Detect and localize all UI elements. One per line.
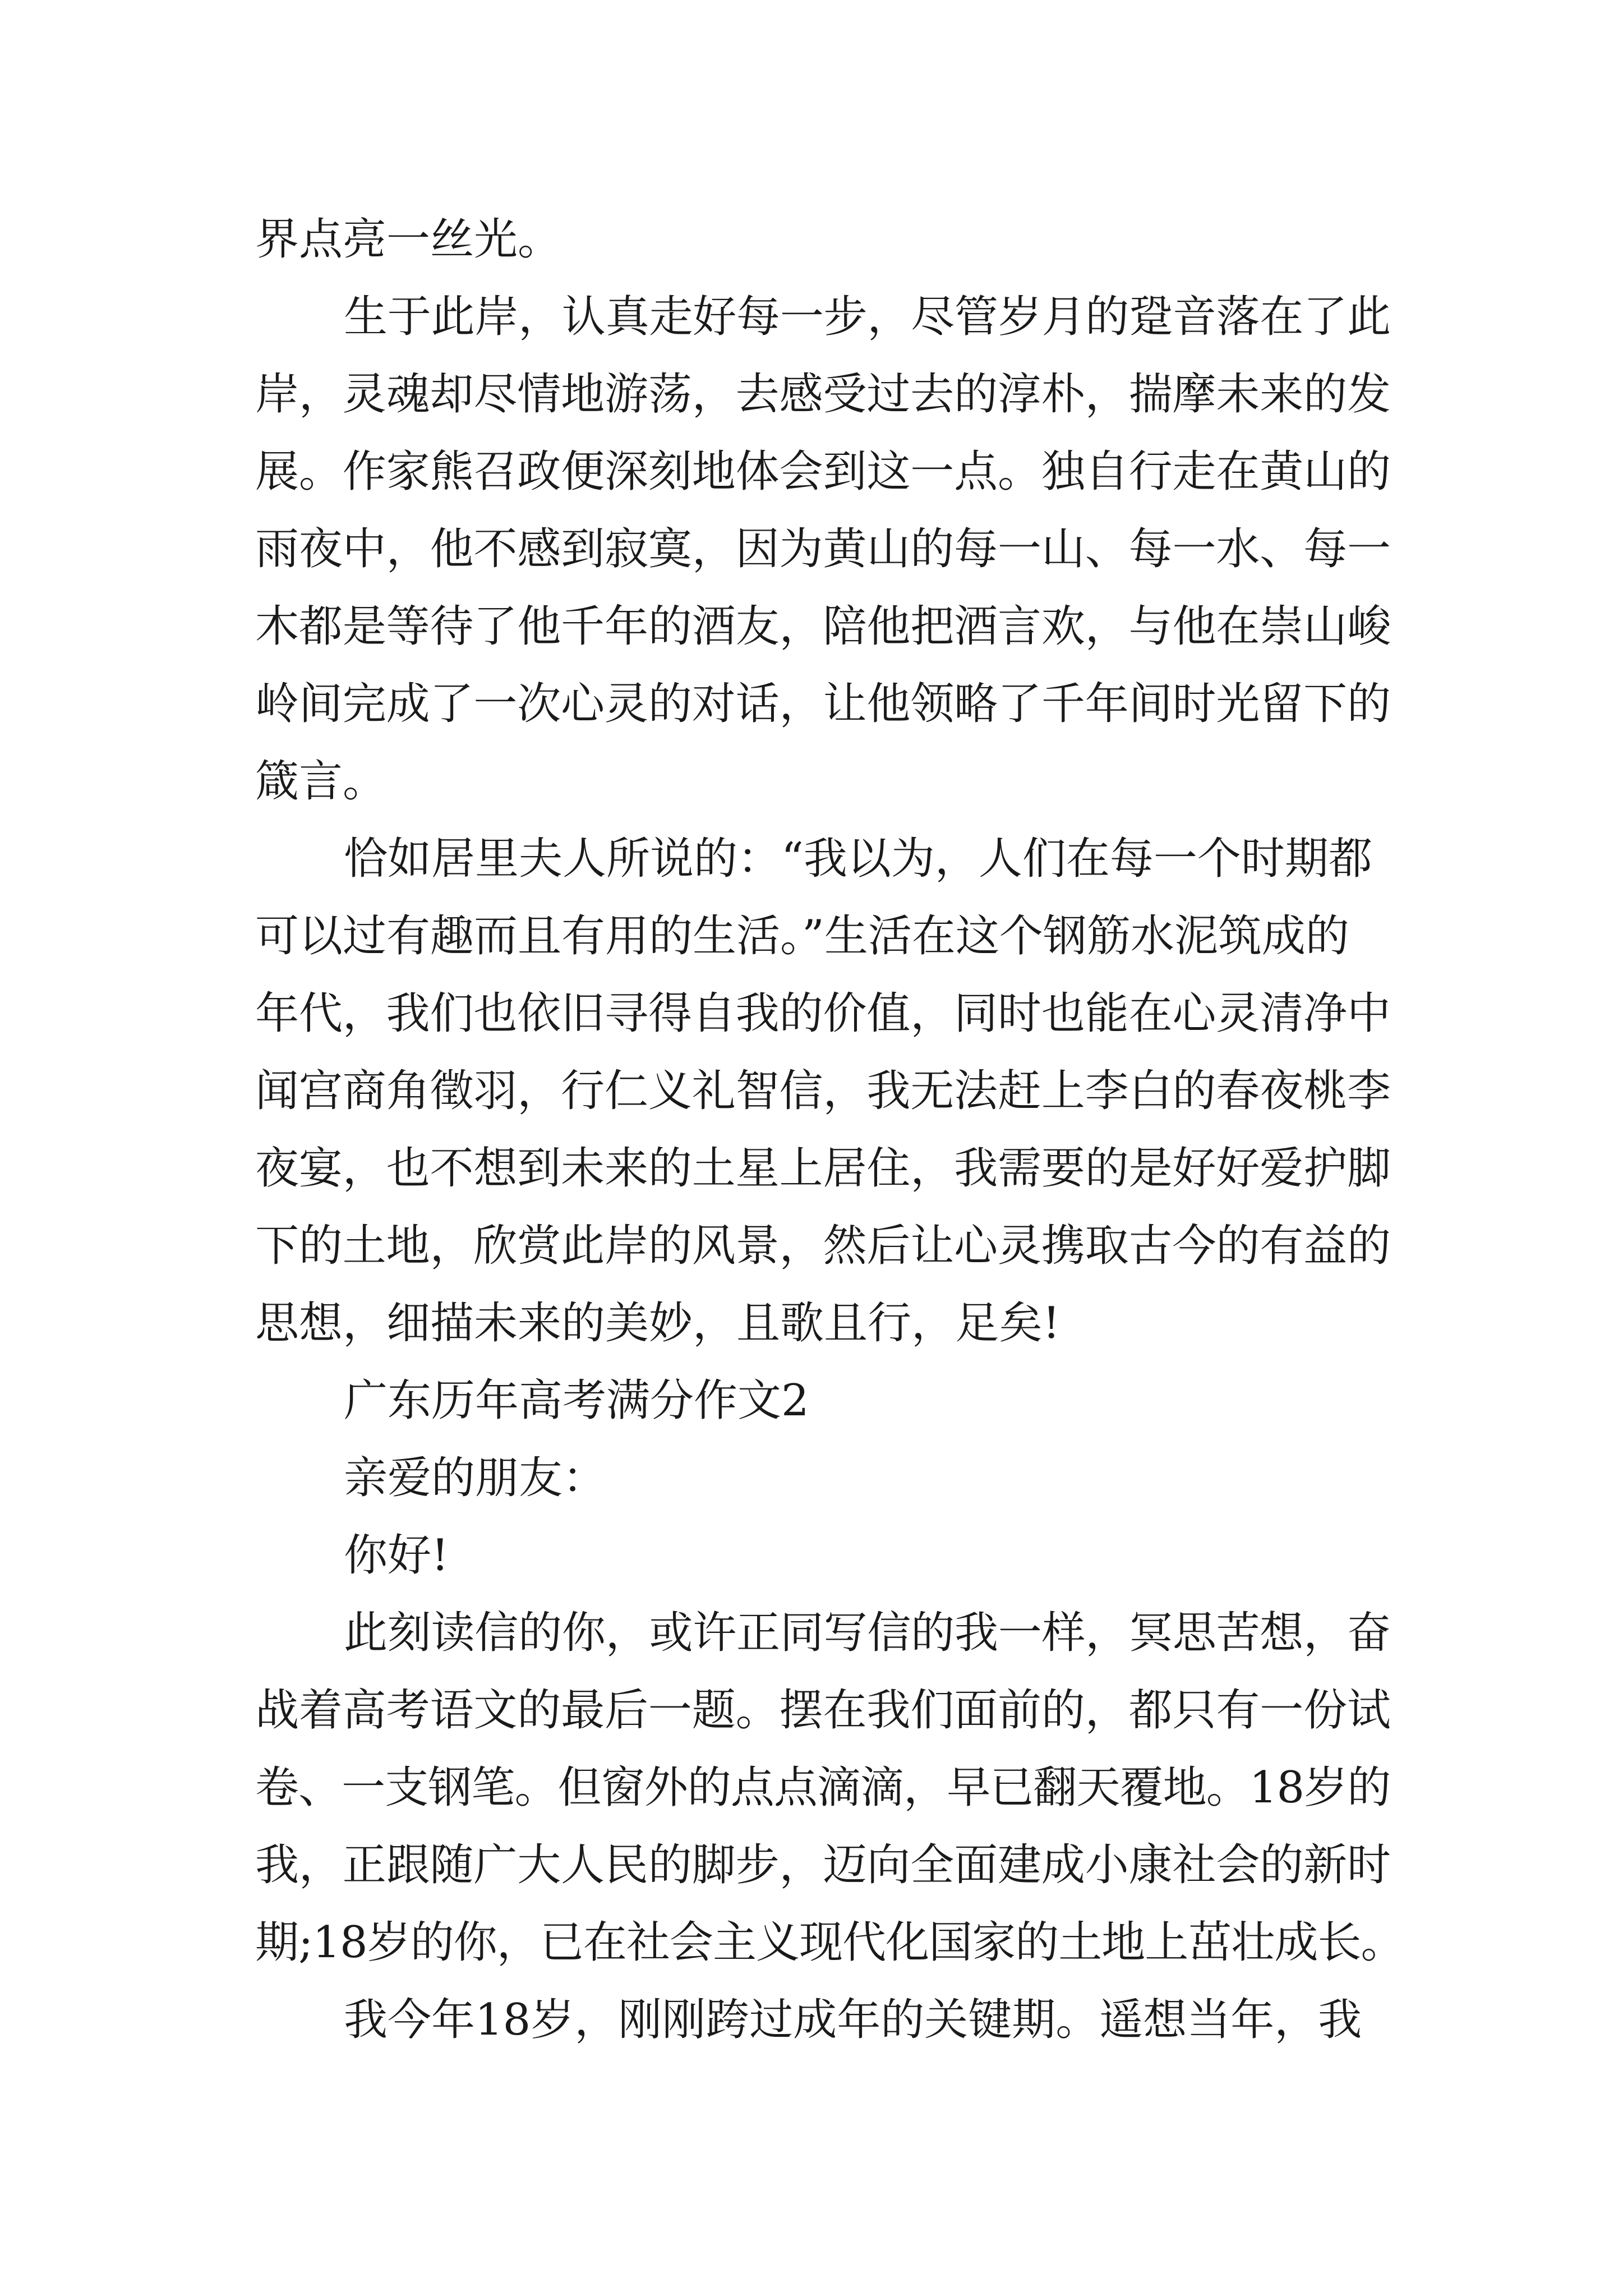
paragraph-first-line: 生于此岸，认真走好每一步，尽管岁月的跫音落在了此 bbox=[344, 292, 1391, 342]
text-line: 界点亮一丝光。 bbox=[255, 214, 562, 265]
text-line: 箴言。 bbox=[255, 756, 387, 807]
text-line: 夜宴，也不想到未来的土星上居住，我需要的是好好爱护脚 bbox=[255, 1143, 1391, 1194]
paragraph-first-line: 我今年18岁，刚刚跨过成年的关键期。遥想当年，我 bbox=[344, 1995, 1362, 2045]
text-line: 可以过有趣而且有用的生活。”生活在这个钢筋水泥筑成的 bbox=[255, 911, 1349, 961]
text-line: 卷、一支钢笔。但窗外的点点滴滴，早已翻天覆地。18岁的 bbox=[255, 1763, 1391, 1813]
text-line: 战着高考语文的最后一题。摆在我们面前的，都只有一份试 bbox=[255, 1685, 1391, 1736]
text-line: 闻宫商角徵羽，行仁义礼智信，我无法赶上李白的春夜桃李 bbox=[255, 1066, 1391, 1116]
text-line: 木都是等待了他千年的酒友，陪他把酒言欢，与他在崇山峻 bbox=[255, 601, 1391, 652]
text-line: 岭间完成了一次心灵的对话，让他领略了千年间时光留下的 bbox=[255, 679, 1391, 729]
text-line: 我，正跟随广大人民的脚步，迈向全面建成小康社会的新时 bbox=[255, 1840, 1391, 1890]
letter-salutation: 亲爱的朋友： bbox=[344, 1453, 607, 1503]
paragraph-first-line: 此刻读信的你，或许正同写信的我一样，冥思苦想，奋 bbox=[344, 1608, 1391, 1658]
section-heading: 广东历年高考满分作文2 bbox=[344, 1375, 809, 1426]
letter-greeting: 你好! bbox=[344, 1530, 449, 1581]
text-line: 下的土地，欣赏此岸的风景，然后让心灵携取古今的有益的 bbox=[255, 1221, 1391, 1271]
text-line: 期;18岁的你，已在社会主义现代化国家的土地上茁壮成长。 bbox=[255, 1917, 1404, 1968]
text-line: 雨夜中，他不感到寂寞，因为黄山的每一山、每一水、每一 bbox=[255, 524, 1391, 574]
text-line: 岸，灵魂却尽情地游荡，去感受过去的淳朴，揣摩未来的发 bbox=[255, 369, 1391, 420]
text-line: 思想，细描未来的美妙，且歌且行，足矣! bbox=[255, 1298, 1061, 1349]
paragraph-first-line: 恰如居里夫人所说的：“我以为，人们在每一个时期都 bbox=[344, 834, 1372, 884]
text-line: 年代，我们也依旧寻得自我的价值，同时也能在心灵清净中 bbox=[255, 988, 1391, 1039]
text-line: 展。作家熊召政便深刻地体会到这一点。独自行走在黄山的 bbox=[255, 447, 1391, 497]
